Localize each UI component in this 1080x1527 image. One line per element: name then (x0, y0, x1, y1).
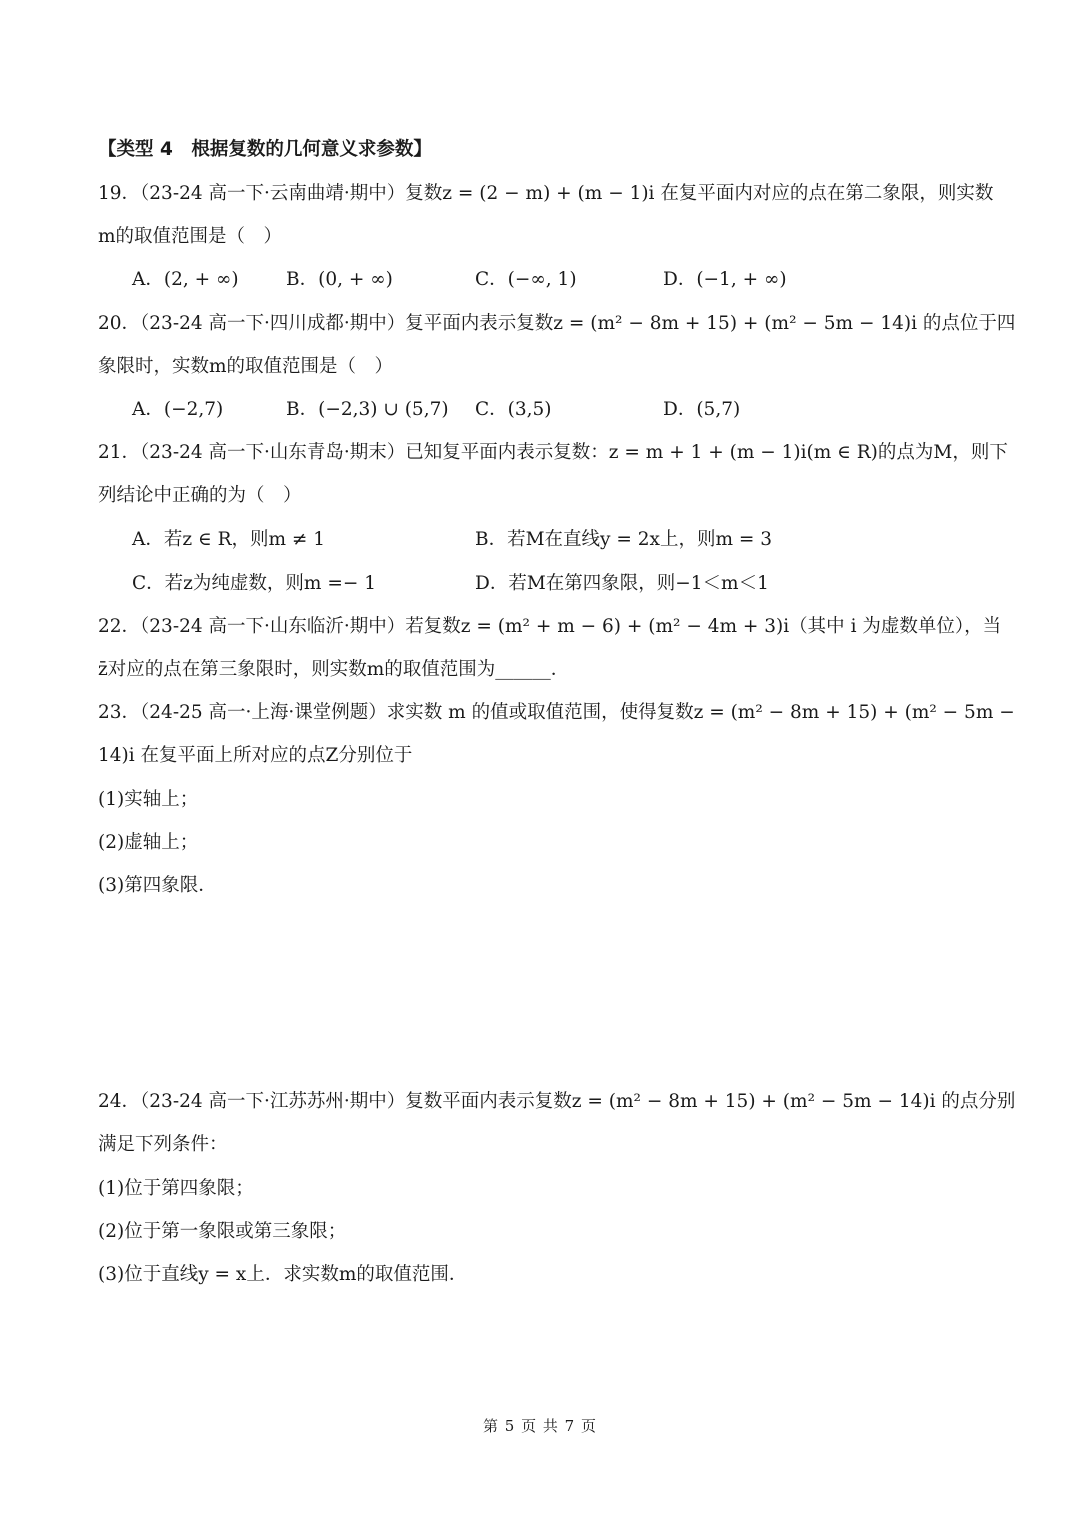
q23-part-2: (2)虚轴上； (98, 832, 199, 853)
q21-stem-line1: 21．（23-24 高一下·山东青岛·期末）已知复平面内表示复数：z = m + 1 + (m − 1)i(m ∈ R)的点为M，则下 (98, 442, 1008, 463)
q19-option-a: A．(2, + ∞) (132, 269, 239, 290)
q21-option-d: D．若M在第四象限，则−1＜m＜1 (475, 573, 769, 594)
section-title: 【类型 4 根据复数的几何意义求参数】 (98, 139, 432, 160)
q23-stem-line2: 14)i 在复平面上所对应的点Z分别位于 (98, 745, 413, 766)
q20-option-d: D．(5,7) (663, 399, 741, 420)
q20-option-c: C．(3,5) (475, 399, 552, 420)
q19-option-c: C．(−∞, 1) (475, 269, 577, 290)
q22-stem-line1: 22．（23-24 高一下·山东临沂·期中）若复数z = (m² + m − 6) + (m² − 4m + 3)i（其中 i 为虚数单位），当 (98, 616, 1002, 637)
q20-option-b: B．(−2,3) ∪ (5,7) (286, 399, 449, 420)
q24-stem-line1: 24．（23-24 高一下·江苏苏州·期中）复数平面内表示复数z = (m² − 8m + 15) + (m² − 5m − 14)i 的点分别 (98, 1091, 1016, 1112)
q24-part-1: (1)位于第四象限； (98, 1178, 254, 1199)
q23-part-3: (3)第四象限． (98, 875, 217, 896)
q19-stem-line1: 19．（23-24 高一下·云南曲靖·期中）复数z = (2 − m) + (m − 1)i 在复平面内对应的点在第二象限，则实数 (98, 183, 994, 204)
q21-option-a: A．若z ∈ R，则m ≠ 1 (132, 529, 326, 550)
q20-stem-line2: 象限时，实数m的取值范围是（ ） (98, 356, 394, 377)
q24-stem-line2: 满足下列条件： (98, 1134, 228, 1155)
q19-option-d: D．(−1, + ∞) (663, 269, 787, 290)
q22-stem-line2: z̄对应的点在第三象限时，则实数m的取值范围为______． (98, 659, 570, 680)
q21-option-b: B．若M在直线y = 2x上，则m = 3 (475, 529, 773, 550)
page-number-footer: 第 5 页 共 7 页 (483, 1417, 597, 1435)
q24-part-2: (2)位于第一象限或第三象限； (98, 1221, 347, 1242)
q20-option-a: A．(−2,7) (132, 399, 224, 420)
q21-stem-line2: 列结论中正确的为（ ） (98, 485, 302, 506)
q24-part-3: (3)位于直线y = x上．求实数m的取值范围． (98, 1264, 468, 1285)
q19-option-b: B．(0, + ∞) (286, 269, 393, 290)
q23-stem-line1: 23．（24-25 高一·上海·课堂例题）求实数 m 的值或取值范围，使得复数z = (m² − 8m + 15) + (m² − 5m − (98, 702, 1015, 723)
q21-option-c: C．若z为纯虚数，则m =− 1 (132, 573, 376, 594)
q20-stem-line1: 20．（23-24 高一下·四川成都·期中）复平面内表示复数z = (m² − 8m + 15) + (m² − 5m − 14)i 的点位于四 (98, 313, 1016, 334)
q19-stem-line2: m的取值范围是（ ） (98, 226, 283, 247)
q23-part-1: (1)实轴上； (98, 789, 199, 810)
